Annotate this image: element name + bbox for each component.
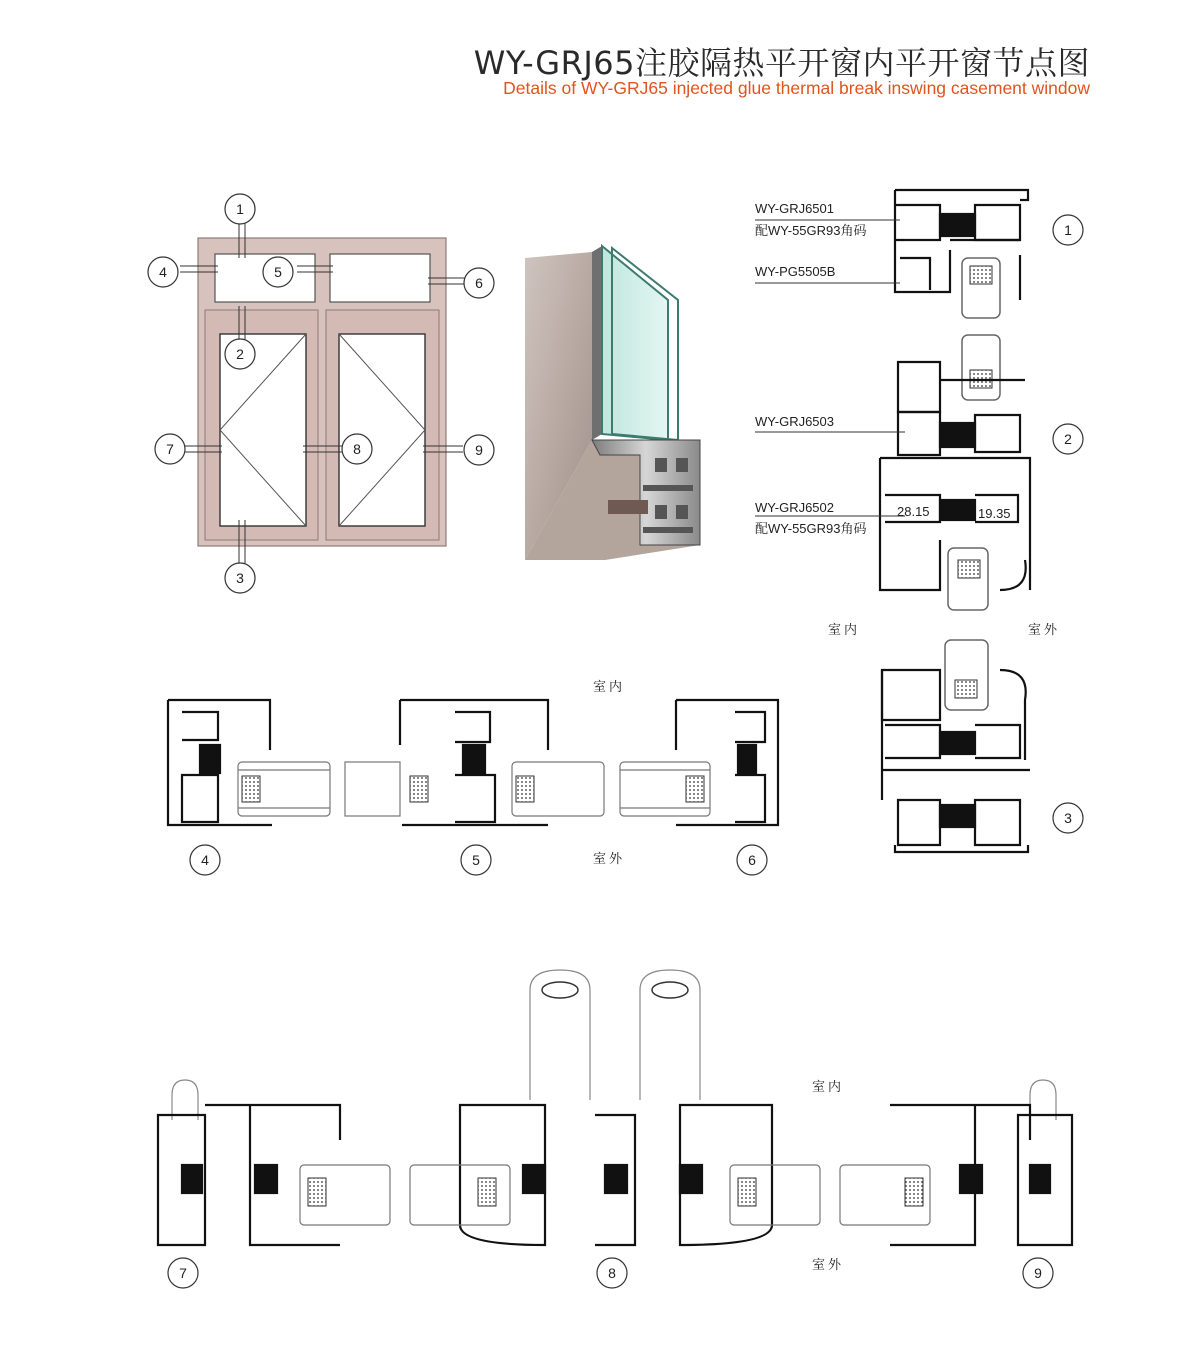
callout-number: 4	[159, 264, 167, 280]
callout-number: 7	[166, 441, 174, 457]
callout-number: 8	[353, 441, 361, 457]
window-elevation	[180, 222, 465, 564]
section-2-drawing	[880, 335, 1030, 610]
callout-number: 8	[608, 1265, 616, 1281]
callout-number: 6	[748, 852, 756, 868]
callout-number: 3	[1064, 810, 1072, 826]
section-2-label-c: 配WY-55GR93角码	[755, 521, 867, 536]
callout-number: 5	[274, 264, 282, 280]
outdoor-label-right: 室外	[1028, 622, 1061, 637]
indoor-label-mid: 室内	[593, 679, 626, 694]
indoor-label-bottom: 室内	[812, 1079, 845, 1094]
indoor-label-right: 室内	[828, 622, 861, 637]
sections-7-8-9	[158, 970, 1072, 1245]
section-1-label-bottom: WY-PG5505B	[755, 264, 836, 279]
page-subtitle: Details of WY-GRJ65 injected glue thermal break inswing casement window	[503, 78, 1090, 98]
callout-number: 9	[475, 442, 483, 458]
outdoor-label-bottom: 室外	[812, 1257, 845, 1272]
section-1-label-mid: 配WY-55GR93角码	[755, 223, 867, 238]
callout-number: 9	[1034, 1265, 1042, 1281]
callout-number: 1	[1064, 222, 1072, 238]
section-2-label-a: WY-GRJ6503	[755, 414, 834, 429]
callout-number: 4	[201, 852, 209, 868]
dimension-right: 19.35	[978, 506, 1011, 521]
callout-number: 2	[1064, 431, 1072, 447]
outdoor-label-mid: 室外	[593, 851, 626, 866]
section-1-drawing	[895, 190, 1028, 318]
page-title: WY-GRJ65注胶隔热平开窗内平开窗节点图	[473, 44, 1090, 82]
callout-number: 2	[236, 346, 244, 362]
section-3-drawing	[882, 640, 1030, 852]
section-1-label-top: WY-GRJ6501	[755, 201, 834, 216]
callout-number: 1	[236, 201, 244, 217]
dimension-left: 28.15	[897, 504, 930, 519]
section-2-label-b: WY-GRJ6502	[755, 500, 834, 515]
callout-number: 7	[179, 1265, 187, 1281]
callout-number: 3	[236, 570, 244, 586]
callout-number: 6	[475, 275, 483, 291]
callout-number: 5	[472, 852, 480, 868]
profile-3d-render	[525, 246, 700, 560]
